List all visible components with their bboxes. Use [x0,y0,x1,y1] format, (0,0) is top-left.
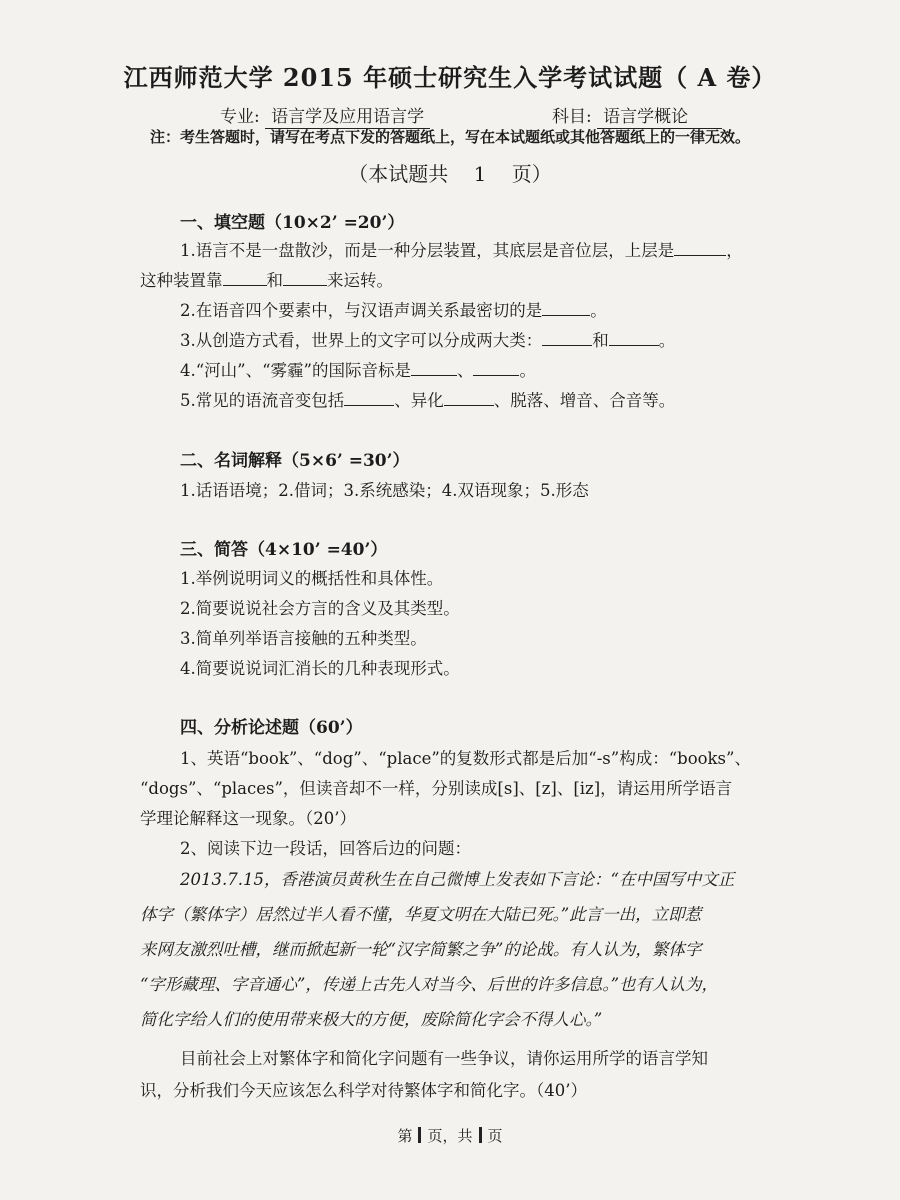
essay-q2-intro: 2、阅读下边一段话，回答后边的问题： [180,839,471,858]
short-answer-item: 1.举例说明词义的概括性和具体性。 [180,569,444,588]
passage-line: “字形藏理、字音通心”，传递上古先人对当今、后世的许多信息。”也有人认为， [140,975,719,994]
section-2-heading: 二、名词解释（5×6’ =30’） [180,451,410,471]
major-field [220,102,430,129]
subject-label: 科目: [552,107,592,127]
answer-blank [542,331,592,346]
passage-line: 体字（繁体字）居然过半人看不懂，华夏文明在大陆已死。”此言一出，立即惹 [140,905,702,924]
page-footer [0,1125,900,1146]
essay-q1-line: “dogs”、“places”，但读音却不一样，分别读成[s]、[z]、[iz]，请运用所学语言 [140,779,733,798]
section-3-heading: 三、简答（4×10’ =40’） [180,540,388,560]
answer-blank [344,391,394,406]
fill-q1-punct: ， [726,241,743,260]
major-value: 语言学及应用语言学 [265,102,430,129]
fill-q1-line2 [140,267,393,291]
answer-blank [674,241,726,256]
fill-q4 [180,357,536,381]
fill-q1-text: 和 [266,271,283,290]
answer-blank [542,301,590,316]
answer-blank [473,361,519,376]
fill-q1-text: 1.语言不是一盘散沙，而是一种分层装置，其底层是音位层，上层是 [180,241,675,260]
passage-line: 2013.7.15，香港演员黄秋生在自己微博上发表如下言论：“在中国写中文正 [180,870,735,889]
fill-q5-text: 、脱落、增音、合音等。 [493,391,676,410]
answer-blank [283,271,327,286]
fill-q4-text: 、 [456,361,474,380]
answer-blank [609,331,659,346]
subject-field [552,102,722,129]
fill-q4-punct: 。 [519,361,536,380]
answer-blank [444,391,494,406]
fill-q2 [180,297,607,321]
subject-value: 语言学概论 [597,102,722,129]
major-label: 专业: [220,107,260,127]
fill-q4-text: 4.“河山”、“雾霾”的国际音标是 [180,361,411,380]
exam-notice: 注：考生答题时，请写在考点下发的答题纸上，写在本试题纸或其他答题纸上的一律无效。 [150,128,751,146]
fill-q2-punct: 。 [590,301,607,320]
page-number-mark [418,1127,421,1143]
page-total-mark [479,1127,482,1143]
fill-q5-text: 5.常见的语流音变包括 [180,391,345,410]
passage-line: 来网友激烈吐槽，继而掀起新一轮“汉字简繁之争”的论战。有人认为，繁体字 [140,940,702,959]
fill-q1-line1 [180,237,743,261]
page-count: （本试题共 1 页） [348,162,552,186]
footer-text: 页 [487,1127,503,1145]
answer-blank [223,271,267,286]
section-1-heading: 一、填空题（10×2’ =20’） [180,213,405,233]
short-answer-item: 2.简要说说社会方言的含义及其类型。 [180,599,460,618]
essay-q1-line: 1、英语“book”、“dog”、“place”的复数形式都是后加“-s”构成：“books”、 [180,749,751,768]
exam-title: 江西师范大学 2015 年硕士研究生入学考试试题（ A 卷） [123,63,777,92]
fill-q2-text: 2.在语音四个要素中，与汉语声调关系最密切的是 [180,301,543,320]
fill-q5 [180,387,675,411]
fill-q5-text: 、异化 [394,391,444,410]
essay-q2-question: 识，分析我们今天应该怎么科学对待繁体字和简化字。（40’） [140,1081,587,1100]
essay-q1-line: 学理论解释这一现象。（20’） [140,809,356,828]
terms-list: 1.话语语境；2.借词；3.系统感染；4.双语现象；5.形态 [180,481,589,500]
passage-line: 简化字给人们的使用带来极大的方便，废除简化字会不得人心。” [140,1010,603,1029]
fill-q1-text: 来运转。 [327,271,393,290]
short-answer-item: 4.简要说说词汇消长的几种表现形式。 [180,659,460,678]
answer-blank [411,361,457,376]
fill-q3-text: 和 [592,331,609,350]
footer-text: 第 [397,1127,413,1145]
fill-q3-punct: 。 [658,331,676,350]
fill-q1-text: 这种装置靠 [140,271,223,290]
fill-q3 [180,327,675,351]
section-4-heading: 四、分析论述题（60’） [180,718,363,738]
fill-q3-text: 3.从创造方式看，世界上的文字可以分成两大类： [180,331,543,350]
short-answer-item: 3.简单列举语言接触的五种类型。 [180,629,427,648]
essay-q2-question: 目前社会上对繁体字和简化字问题有一些争议，请你运用所学的语言学知 [180,1049,708,1068]
footer-text: 页，共 [427,1127,473,1145]
